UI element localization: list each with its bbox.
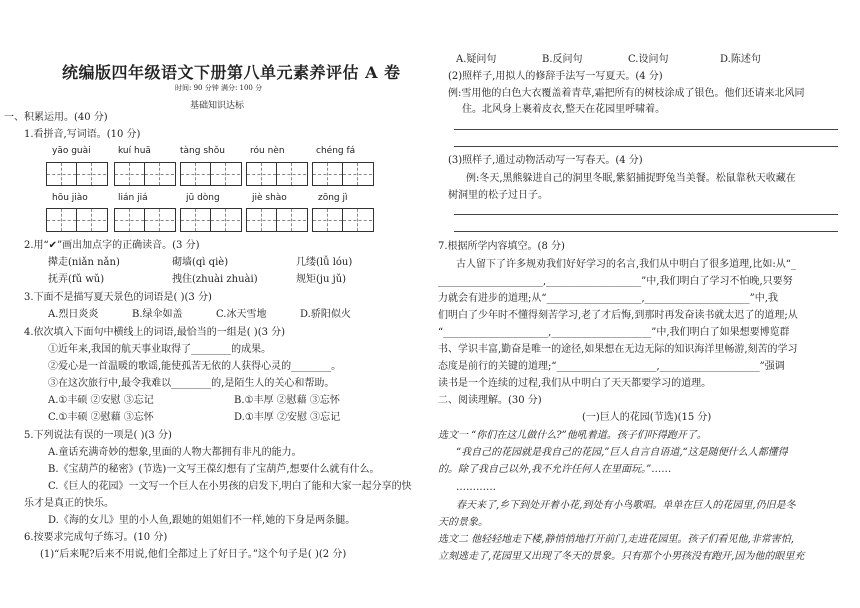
reading-line: 选文二 他轻轻地走下楼,静悄悄地打开前门,走进花园里。孩子们看见他,非常害怕, [438, 534, 794, 545]
answer-line[interactable] [454, 231, 838, 232]
q6-1-option[interactable]: D.陈述句 [720, 54, 761, 65]
writing-grid[interactable] [46, 208, 108, 232]
reading-line: 天的景象。 [438, 517, 488, 528]
part2-heading: 二、阅读理解。(30 分) [438, 395, 542, 406]
q6-text: 6.按要求完成句子练习。(10 分) [24, 532, 168, 543]
section-subtitle: 基础知识达标 [190, 101, 245, 111]
writing-grid[interactable] [312, 162, 374, 186]
q6-3-example: 树洞里的松子过日子。 [448, 190, 548, 201]
q7-line: 力就会有进步的道理;从“___________________,_____________________”中,我 [438, 293, 778, 304]
writing-grid[interactable] [114, 162, 176, 186]
reading-line: 立刻逃走了,花园里又出现了冬天的景象。只有那个小男孩没有跑开,因为他的眼里充 [438, 551, 805, 562]
pinyin-label: yāo guài [52, 146, 91, 156]
answer-line[interactable] [454, 146, 838, 147]
q6-1-option[interactable]: B.反问句 [542, 54, 583, 65]
q7-text: 7.根据所学内容填空。(8 分) [438, 241, 565, 252]
pinyin-label: hōu jiào [52, 193, 88, 203]
q2-option[interactable]: 拽住(zhuài zhuài) [172, 274, 258, 285]
q7-line: 们明白了少年时不懂得刻苦学习,老了才后悔,到那时再发奋读书就太迟了的道理;从 [438, 310, 798, 321]
pinyin-label: tàng shǒu [180, 146, 225, 156]
pinyin-label: kuí huā [118, 146, 151, 156]
q3-option[interactable]: D.骄阳似火 [300, 309, 351, 320]
answer-line[interactable] [454, 129, 838, 130]
q7-line: 古人留下了许多规劝我们好好学习的名言,我们从中明白了很多道理,比如:从“_ [456, 259, 796, 270]
pinyin-label: jiè shào [252, 193, 287, 203]
pinyin-label: zōng jì [318, 193, 348, 203]
reading-line: 选文一 “你们在这儿做什么?”他吼着道。孩子们吓得跑开了。 [438, 430, 707, 441]
q6-1-option[interactable]: A.疑问句 [456, 54, 497, 65]
q2-option[interactable]: 撵走(niǎn nǎn) [48, 257, 120, 268]
q6-2-example: 例:雪用他的白色大衣覆盖着青草,霜把所有的树枝涂成了银色。他们还请来北风同 [448, 88, 805, 99]
q5-option: B.《宝葫芦的秘密》(节选)一文写王葆幻想有了宝葫芦,想要什么就有什么。 [48, 464, 380, 475]
writing-grid[interactable] [114, 208, 176, 232]
q1-text: 1.看拼音,写词语。(10 分) [24, 129, 141, 140]
q6-3-text: (3)照样子,通过动物活动写一写春天。(4 分) [448, 155, 643, 166]
q2-option[interactable]: 砌墙(qì qiè) [172, 257, 229, 268]
q2-option[interactable]: 规矩(ju jǔ) [296, 274, 347, 285]
q2-text: 2.用“✔”画出加点字的正确读音。(3 分) [24, 240, 200, 251]
q7-line: 书、学识丰富,勤奋是唯一的途径,如果想在无边无际的知识海洋里畅游,刻苦的学习 [438, 344, 798, 355]
q6-1-text: (1)“后来呢?后来不用说,他们全都过上了好日子。”这个句子是( )(2 分) [40, 549, 347, 560]
q4-text: 4.依次填入下面句中横线上的词语,最恰当的一组是( )(3 分) [24, 327, 286, 338]
q7-line: 态度是前行的关键的道理;“____________________,____________________”强调 [438, 361, 785, 372]
q4-option[interactable]: D.①丰厚 ②安慰 ③忘记 [234, 412, 341, 423]
writing-grid[interactable] [312, 208, 374, 232]
writing-grid[interactable] [180, 208, 242, 232]
q7-line: “_____________________,____________________”中,我们明白了如果想要博览群 [438, 327, 790, 338]
answer-line[interactable] [454, 214, 838, 215]
q4-option[interactable]: B.①丰厚 ②慰藉 ③忘怀 [234, 395, 340, 406]
page-title: 统编版四年级语文下册第八单元素养评估 A 卷 [62, 63, 401, 82]
q7-line: 读书是一个连续的过程,我们从中明白了天天都要学习的道理。 [438, 378, 712, 389]
exam-meta: 时间: 90 分钟 满分: 100 分 [175, 84, 263, 92]
q6-2-example: 住。北风身上裹着皮衣,整天在花园里呼啸着。 [462, 104, 666, 115]
q5-text: 5.下列说法有误的一项是( )(3 分) [24, 430, 172, 441]
part1-heading: 一、积累运用。(40 分) [4, 112, 108, 123]
writing-grid[interactable] [246, 208, 308, 232]
reading-line: 的。除了我自己以外,我不允许任何人在里面玩。”…… [438, 464, 672, 475]
writing-grid[interactable] [246, 162, 308, 186]
q3-option[interactable]: B.绿伞如盖 [132, 309, 183, 320]
pinyin-label: róu nèn [250, 146, 285, 156]
reading-title: (一)巨人的花园(节选)(15 分) [582, 412, 712, 423]
q4-option[interactable]: C.①丰硕 ②慰藉 ③忘怀 [48, 412, 154, 423]
pinyin-label: lián jiá [118, 193, 148, 203]
q4-sentence: ③在这次旅行中,最令我难以________的,是陌生人的关心和帮助。 [48, 378, 335, 389]
q4-option[interactable]: A.①丰硕 ②安慰 ③忘记 [48, 395, 154, 406]
pinyin-label: jū dòng [186, 193, 220, 203]
q6-3-example: 例:冬天,黑熊躲进自己的洞里冬眠,紫貂捕捉野兔当美餐。松鼠靠秋天收藏在 [466, 173, 796, 184]
q4-sentence: ①近年来,我国的航天事业取得了________的成果。 [48, 344, 272, 355]
q5-option-cont: 乐才是真正的快乐。 [24, 498, 114, 509]
q2-option[interactable]: 几缕(lǚ lóu) [296, 257, 353, 268]
q5-option: C.《巨人的花园》一文写一个巨人在小男孩的启发下,明白了能和大家一起分享的快 [48, 481, 412, 492]
reading-line: ………… [456, 482, 496, 493]
q3-option[interactable]: C.冰天雪地 [216, 309, 267, 320]
reading-line: 春天来了,乡下到处开着小花,到处有小鸟歌唱。单单在巨人的花园里,仍旧是冬 [456, 500, 796, 511]
writing-grid[interactable] [180, 162, 242, 186]
q6-2-text: (2)照样子,用拟人的修辞手法写一写夏天。(4 分) [448, 71, 663, 82]
q3-option[interactable]: A.烈日炎炎 [48, 309, 99, 320]
reading-line: “我自己的花园就是我自己的花园,”巨人自言自语道,“这是随便什么人都懂得 [456, 447, 788, 458]
q4-sentence: ②爱心是一首温暖的歌谣,能使孤苦无依的人获得心灵的________。 [48, 361, 342, 372]
writing-grid[interactable] [46, 162, 108, 186]
pinyin-label: chéng fá [316, 146, 356, 156]
q6-1-option[interactable]: C.设问句 [628, 54, 669, 65]
q3-text: 3.下面不是描写夏天景色的词语是( )(3 分) [24, 292, 212, 303]
q5-option: D.《海的女儿》里的小人鱼,跟她的姐姐们不一样,她的下身是两条腿。 [48, 515, 356, 526]
q5-option: A.童话充满奇妙的想象,里面的人物大都拥有非凡的能力。 [48, 447, 302, 458]
q7-line: _____________________,___________________”中,我们明白了学习不怕晚,只要努 [438, 276, 793, 287]
q2-option[interactable]: 抚弄(fǔ wǔ) [48, 274, 105, 285]
